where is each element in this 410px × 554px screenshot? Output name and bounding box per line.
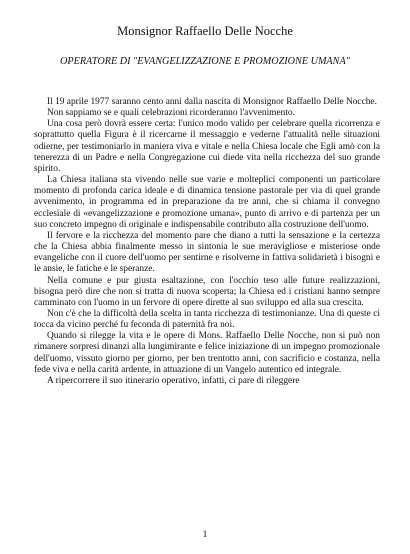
paragraph: Nella comune e pur giusta esaltazione, con l'occhio teso alle future realizzazioni, bisogna però dire che non si tratta di nuova scoperta; la Chiesa ed i cristiani hanno sempre camminato con l'uomo in un fervore di opere dirette al suo sviluppo ed alla sua crescita. bbox=[34, 275, 380, 308]
article-body bbox=[34, 97, 380, 387]
page-title: Monsignor Raffaello Delle Nocche bbox=[117, 24, 293, 38]
paragraph: Non c'è che la difficoltà della scelta in tanta ricchezza di testimonianze. Una di queste ci tocca da vicino perché fu feconda di paternità fra noi. bbox=[34, 308, 380, 331]
paragraph: La Chiesa italiana sta vivendo nelle sue varie e molteplici componenti un particolare momento di profonda carica ideale e di dinamica tensione pastorale per via di quel grande avvenimento, in programma ed in preparazione da tre anni, che si chiama il convegno ecclesiale di «evangelizzazione e promozione umana», punto di arrivo e di partenza per un suo concreto impegno di originale e indispensabile contributo alla costruzione dell'uomo. bbox=[34, 175, 380, 230]
paragraph: Non sappiamo se e quali celebrazioni ricorderanno l'avvenimento. bbox=[47, 108, 295, 119]
article-subtitle: OPERATORE DI "EVANGELIZZAZIONE E PROMOZIONE UMANA" bbox=[60, 56, 350, 67]
paragraph: Una cosa però dovrà essere certa: l'unico modo valido per celebrare quella ricorrenza e soprattutto quella Figura è il ricercarne il messaggio e vederne l'attualità nelle situazioni odierne, per testimoniarlo in maniera viva e vitale e nella Chiesa locale che Egli amò con la tenerezza di un Padre e nella Congregazione cui diede vita nella ricchezza del suo grande spirito. bbox=[34, 119, 380, 174]
paragraph: Il 19 aprile 1977 saranno cento anni dalla nascita di Monsignor Raffaello Delle Nocche. bbox=[47, 97, 377, 107]
page-number: 1 bbox=[202, 530, 208, 540]
paragraph: A ripercorrere il suo itinerario operativo, infatti, ci pare di rileggere bbox=[47, 375, 300, 386]
paragraph: Quando si rilegge la vita e le opere di Mons. Raffaello Delle Nocche, non si può non rimanere sorpresi dinanzi alla lungimirante e felice iniziazione di un impegno promozionale dell'uomo, vissuto giorno per giorno, per ben trentotto anni, con sacrificio e costanza, nella fede viva e nella carità ardente, in attuazione di un Vangelo autentico ed integrale. bbox=[34, 331, 380, 375]
paragraph: Il fervore e la ricchezza del momento pare che diano a tutti la sensazione e la certezza che la Chiesa abbia finalmente messo in sintonia le sue meravigliose e misteriose onde evangeliche con il cuore dell'uomo per sentirne e risolverne in fattiva solidarietà i bisogni e le ansie, le fatiche e le speranze. bbox=[34, 230, 380, 275]
